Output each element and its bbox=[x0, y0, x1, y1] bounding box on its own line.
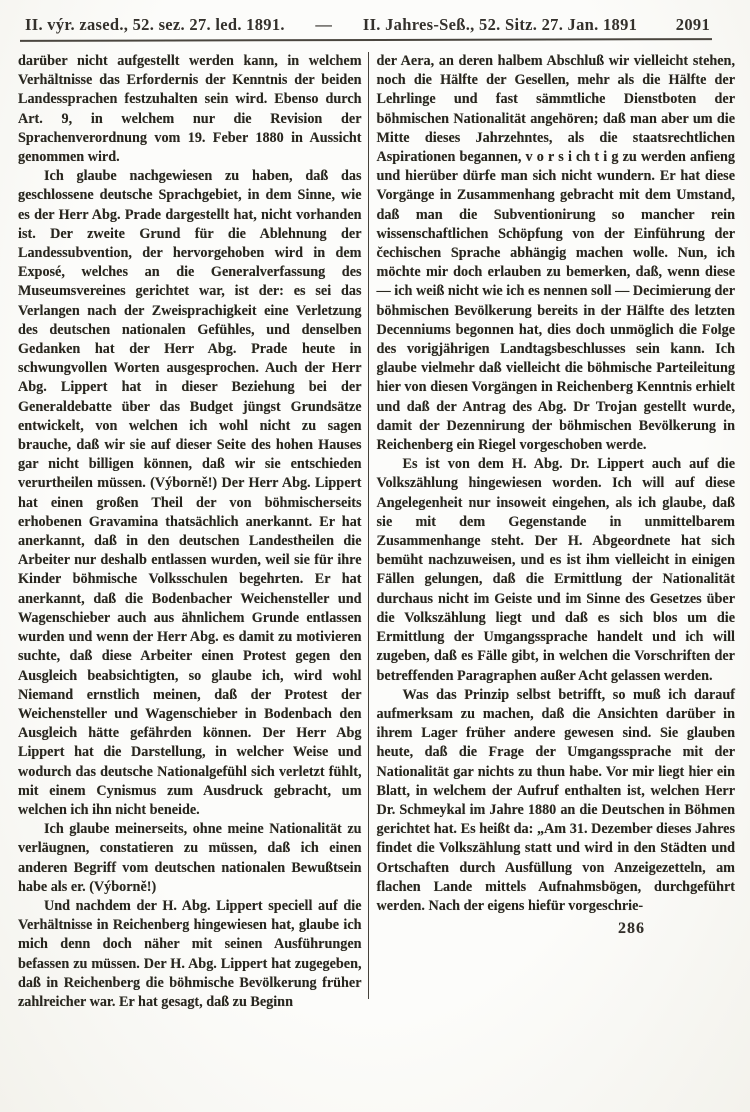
paragraph: darüber nicht aufgestellt werden kann, in welchem Verhältnisse das Erfordernis der Kenntnis der beiden Landessprachen festzuhalten sein wird. Ebenso durch Art. 9, in welchem nur die Revision der Sprachenverordnung vom 19. Feber 1880 in Aussicht genommen wird. bbox=[18, 53, 362, 166]
paragraph: Und nachdem der H. Abg. Lippert speciell auf die Verhältnisse in Reichenberg hingewiesen hat, glaube ich mich denn doch näher mit seinen Ausführungen befassen zu müssen. Der H. Abg. Lippert hat zugegeben, daß in Reichenberg die böhmische Bevölkerung früher zahlreicher war. Er hat gesagt, daß zu Beginn bbox=[18, 897, 362, 1010]
page-number: 286 bbox=[618, 920, 645, 938]
content-columns bbox=[0, 41, 750, 1027]
session-info-czech: II. výr. zased., 52. sez. 27. led. 1891. bbox=[25, 15, 285, 34]
paragraph: Ich glaube meinerseits, ohne meine Nationalität zu verläugnen, constatieren zu müssen, daß ich einen anderen Begriff vom deutschen nationalen Bewußtsein habe als er. (Výborně!) bbox=[18, 821, 362, 895]
paragraph: Was das Prinzip selbst betrifft, so muß ich darauf aufmerksam zu machen, daß die Ansichten darüber in ihrem Lager früher andere gewesen sind. Sie glauben heute, daß die Frage der Umgangssprache mit der Nationalität gar nichts zu thun habe. Vor mir liegt hier ein Blatt, in welchem der Aufruf enthalten ist, welchen Herr Dr. Schmeykal im Jahre 1880 an die Deutschen in Böhmen gerichtet hat. Es heißt da: „Am 31. Dezember dieses Jahres findet die Volkszählung statt und wird in den Städten und Ortschaften durch Ausfüllung von Anzeigezetteln, am flachen Lande mittels Aufnahmsbögen, durchgeführt werden. Nach der eigens hiefür vorgeschrie- bbox=[376, 686, 735, 914]
paragraph: Ich glaube nachgewiesen zu haben, daß das geschlossene deutsche Sprachgebiet, in dem Sinne, wie es der Herr Abg. Prade dargestellt hat, nicht vorhanden ist. Der zweite Grund für die Ablehnung der Landessubvention, der hervorgehoben wird in dem Exposé, welches an die Generalverfassung des Museumsvereines gerichtet war, ist der: es sei das Verlangen nach der Zweisprachigkeit eine Verletzung des deutschen nationalen Gefühles, und denselben Gedanken hat der Herr Abg. Prade heute in schwungvollen Worten ausgesprochen. Auch der Herr Abg. Lippert hat in dieser Beziehung bei der Generaldebatte über das Budget jüngst Grundsätze entwickelt, von welchen ich wohl nicht zu sagen brauche, daß wir sie auf dieser Seite des hohen Hauses gar nicht billigen können, daß wir sie entschieden verurtheilen müssen. (Výborně!) Der Herr Abg. Lippert hat einen großen Theil der von böhmischerseits erhobenen Gravamina thatsächlich anerkannt. Er hat anerkannt, daß in den deutschen Landestheilen die Arbeiter nur deshalb entlassen wurden, weil sie für ihre Kinder böhmische Volksschulen begehrten. Er hat anerkannt, daß die Bodenbacher Weichensteller und Wagenschieber auch aus ähnlichem Grunde entlassen wurden und wenn der Herr Abg. es damit zu motivieren suchte, daß diese Arbeiter einen Protest gegen den Ausgleich beabsichtigten, so glaube ich, wird wohl Niemand ernstlich meinen, daß der Protest der Weichensteller und Wagenschieber in Bodenbach den Ausgleich hätte gefährden können. Der Herr Abg Lippert hat die Darstellung, in welcher Weise und wodurch das deutsche Nationalgefühl sich verletzt fühlt, mit einem Cynismus zum Ausdruck gebracht, um welchen ich ihn nicht beneide. bbox=[18, 168, 362, 818]
left-column bbox=[18, 52, 362, 1027]
paragraph: Es ist von dem H. Abg. Dr. Lippert auch auf die Volkszählung hingewiesen worden. Ich will auf diese Angelegenheit nur insoweit eingehen, als ich glaube, daß sie mit dem Gegenstande in unmittelbarem Zusammenhange steht. Der H. Abgeordnete hat sich bemüht nachzuweisen, und es ist ihm vielleicht in einigen Fällen gelungen, daß die Ermittlung der Nationalität durchaus nicht im Geiste und im Sinne des Gesetzes über die Volkszählung liegt und daß es sich blos um die Ermittlung der Umgangssprache handelt und ich will zugeben, daß es Fälle gibt, in welchen die Vorschriften der betreffenden Paragraphen außer Acht gelassen werden. bbox=[376, 456, 735, 684]
column-number-top: 2091 bbox=[675, 15, 710, 34]
paragraph: der Aera, an deren halbem Abschluß wir vielleicht stehen, noch die Hälfte der Gesellen, mehr als die Hälfte der Lehrlinge und fast sämmtliche Dienstboten der böhmischen Nationalität angehören; daß man aber um die Mitte dieses Jahrzehntes, als die staatsrechtlichen Aspirationen begannen, v o r s i ch t i g zu werden anfieng und hierüber dürfe man sich nicht wundern. Er hat diese Vorgänge in Zusammenhang gebracht mit dem Umstand, daß man die Subventionirung so mancher rein wissenschaftlichen Schöpfung von der Einführung der čechischen Sprache abhängig machen wolle. Nun, ich möchte mir doch erlauben zu bemerken, daß, wenn diese — ich weiß nicht wie ich es nennen soll — Decimierung der böhmischen Bevölkerung bereits in der Hälfte des letzten Decenniums begonnen hat, dies doch unmöglich die Folge des vorigjährigen Landtagsbeschlusses sein kann. Ich glaube vielmehr daß vielleicht die böhmische Parteileitung hier von diesen Vorgängen in Reichenberg Kenntnis erhielt und daß der Antrag des Abg. Dr Trojan gestellt wurde, damit der Dezennirung der böhmischen Bevölkerung in Reichenberg ein Riegel vorgeschoben werde. bbox=[376, 53, 735, 454]
header-separator: — bbox=[315, 15, 333, 34]
session-info-german: II. Jahres-Seß., 52. Sitz. 27. Jan. 1891 bbox=[362, 15, 638, 34]
right-column bbox=[377, 52, 735, 1027]
column-divider-rule bbox=[368, 52, 369, 999]
page-header bbox=[0, 0, 750, 35]
